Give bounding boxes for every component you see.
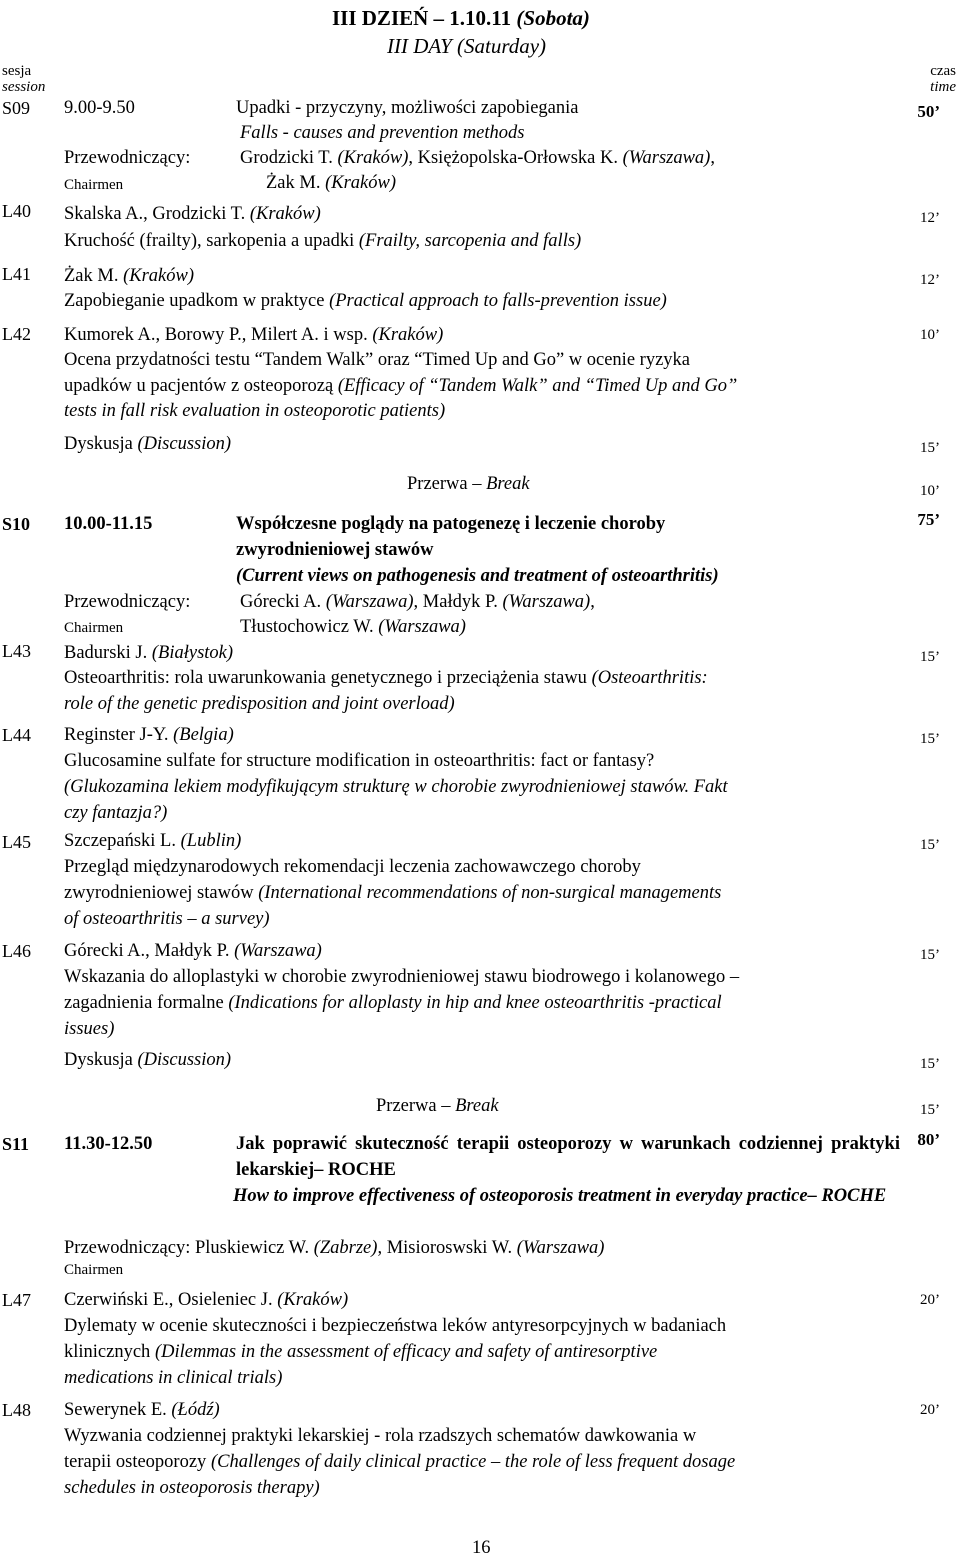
lecture-title-line: Dylematy w ocenie skuteczności i bezpieczeństwa leków antyresorpcyjnych w badaniach <box>64 1316 727 1336</box>
title-en: (Practical approach to falls-prevention issue) <box>329 291 667 311</box>
break-time: 10’ <box>920 483 940 499</box>
session-duration: 50’ <box>917 102 940 121</box>
lecture-title-line <box>64 373 737 399</box>
session-code: S09 <box>2 98 31 118</box>
title-pl: terapii osteoporozy <box>64 1452 211 1472</box>
lecture-authors <box>64 828 241 854</box>
break <box>376 1093 499 1119</box>
header-czas: czas <box>930 63 956 79</box>
lecture-title-line: Wskazania do alloplastyki w chorobie zwyrodnieniowej stawu biodrowego i kolanowego – <box>64 967 740 987</box>
lecture-authors <box>64 1397 220 1423</box>
session-title: Jak poprawić skuteczność terapii osteoporozy w warunkach codziennej praktyki lekarskiej– ROCHE <box>236 1134 900 1180</box>
chair-city: (Warszawa) <box>378 617 466 637</box>
authors: Sewerynek E. <box>64 1400 172 1420</box>
session-duration: 75’ <box>917 510 940 529</box>
chair-sep: , <box>710 148 715 168</box>
discussion <box>64 431 231 457</box>
chair-name: Tłustochowicz W. <box>240 617 379 637</box>
lecture-time: 12’ <box>920 210 940 226</box>
city: (Białystok) <box>151 643 234 663</box>
lecture-title-line <box>64 880 721 906</box>
title-en: (International recommendations of non-surgical managements <box>258 883 722 903</box>
lecture-authors <box>64 1287 348 1313</box>
header-time: time <box>930 79 956 95</box>
lecture-title-line: (Glukozamina lekiem modyfikującym strukturę w chorobie zwyrodnieniowej stawów. Fakt <box>64 777 728 797</box>
lecture-time: 20’ <box>920 1292 940 1308</box>
chair-city: (Warszawa) <box>502 592 591 612</box>
lecture-time: 20’ <box>920 1402 940 1418</box>
page-number: 16 <box>472 1538 491 1558</box>
break-pl: Przerwa – <box>407 474 487 494</box>
title-en: (Frailty, sarcopenia and falls) <box>358 231 582 251</box>
chair-line <box>64 1235 604 1261</box>
day-title <box>332 5 590 31</box>
title-en: (Efficacy of “Tandem Walk” and “Timed Up and Go” <box>337 376 738 396</box>
title-pl: zwyrodnieniowej stawów <box>64 883 259 903</box>
authors: Szczepański L. <box>64 831 181 851</box>
lecture-authors <box>64 722 234 748</box>
authors: Badurski J. <box>64 643 152 663</box>
discussion-time: 15’ <box>920 1056 940 1072</box>
lecture-title-line: Wyzwania codziennej praktyki lekarskiej - rola rzadszych schematów dawkowania w <box>64 1426 697 1446</box>
session-title-en: How to improve effectiveness of osteoporosis treatment in everyday practice– ROCHE <box>233 1186 887 1206</box>
title-en: (Indications for alloplasty in hip and knee osteoarthritis -practical <box>228 993 722 1013</box>
chair-names <box>240 614 466 640</box>
break <box>407 471 530 497</box>
lecture-title-line: czy fantazja?) <box>64 803 168 823</box>
lecture-title <box>64 228 581 254</box>
authors: Górecki A., Małdyk P. <box>64 941 235 961</box>
session-hours: 10.00-11.15 <box>64 514 153 534</box>
authors: Czerwiński E., Osieleniec J. <box>64 1290 278 1310</box>
lecture-time: 12’ <box>920 272 940 288</box>
lecture-authors <box>64 322 443 348</box>
lecture-time: 15’ <box>920 947 940 963</box>
day-subtitle: III DAY (Saturday) <box>387 34 547 58</box>
lecture-title-line: Ocena przydatności testu “Tandem Walk” oraz “Timed Up and Go” w ocenie ryzyka <box>64 350 690 370</box>
title-pl: zagadnienia formalne <box>64 993 229 1013</box>
lecture-title-line <box>64 990 722 1016</box>
city: (Belgia) <box>173 725 234 745</box>
city: (Kraków) <box>123 266 195 286</box>
lecture-title-line <box>64 1449 735 1475</box>
chair-names <box>240 589 595 615</box>
chair-label: Przewodniczący: <box>64 1238 195 1258</box>
discussion-pl: Dyskusja <box>64 1050 138 1070</box>
city: (Kraków) <box>372 325 444 345</box>
lecture-code: L47 <box>2 1290 31 1310</box>
title-pl: Kruchość (frailty), sarkopenia a upadki <box>64 231 359 251</box>
lecture-code: L46 <box>2 941 31 961</box>
city: (Lublin) <box>180 831 242 851</box>
session-title: zwyrodnieniowej stawów <box>236 540 434 560</box>
day-title-text: III DZIEŃ – 1.10.11 <box>332 6 517 30</box>
discussion <box>64 1047 231 1073</box>
title-pl: upadków u pacjentów z osteoporozą <box>64 376 338 396</box>
lecture-time: 15’ <box>920 649 940 665</box>
discussion-time: 15’ <box>920 440 940 456</box>
chair-sep: , <box>590 592 595 612</box>
lecture-code: L43 <box>2 641 31 661</box>
chair-names <box>240 145 715 171</box>
lecture-title-line: of osteoarthritis – a survey) <box>64 909 270 929</box>
session-title-en: Falls - causes and prevention methods <box>240 123 525 143</box>
lecture-title-line: medications in clinical trials) <box>64 1368 283 1388</box>
city: (Łódź) <box>171 1400 220 1420</box>
authors: Reginster J-Y. <box>64 725 174 745</box>
session-duration: 80’ <box>917 1130 940 1149</box>
lecture-title-line: Przegląd międzynarodowych rekomendacji leczenia zachowawczego choroby <box>64 857 641 877</box>
lecture-title <box>64 288 667 314</box>
title-pl: Zapobieganie upadkom w praktyce <box>64 291 330 311</box>
lecture-code: L48 <box>2 1400 31 1420</box>
discussion-en: (Discussion) <box>137 1050 232 1070</box>
lecture-title-line <box>64 665 708 691</box>
break-en: Break <box>486 474 530 494</box>
chair-city: (Warszawa) <box>325 592 414 612</box>
lecture-title-line: issues) <box>64 1019 115 1039</box>
break-pl: Przerwa – <box>376 1096 456 1116</box>
chair-name: Żak M. <box>266 173 326 193</box>
authors: Żak M. <box>64 266 124 286</box>
discussion-en: (Discussion) <box>137 434 232 454</box>
discussion-pl: Dyskusja <box>64 434 138 454</box>
title-pl: Osteoarthritis: rola uwarunkowania genetycznego i przeciążenia stawu <box>64 668 592 688</box>
chair-name: , Misioroswski W. <box>377 1238 517 1258</box>
city: (Kraków) <box>249 204 321 224</box>
authors: Kumorek A., Borowy P., Milert A. i wsp. <box>64 325 373 345</box>
chair-name: Pluskiewicz W. <box>194 1238 314 1258</box>
lecture-title-line: Glucosamine sulfate for structure modification in osteoarthritis: fact or fantasy? <box>64 751 655 771</box>
lecture-code: L40 <box>2 201 31 221</box>
session-title-en: (Current views on pathogenesis and treatment of osteoarthritis) <box>236 566 719 586</box>
chair-name: , Małdyk P. <box>413 592 503 612</box>
lecture-code: L45 <box>2 832 31 852</box>
session-code: S11 <box>2 1134 30 1154</box>
lecture-authors <box>64 201 321 227</box>
session-hours: 9.00-9.50 <box>64 98 135 118</box>
lecture-time: 15’ <box>920 731 940 747</box>
session-code: S10 <box>2 514 31 534</box>
chair-label-en: Chairmen <box>64 177 124 193</box>
lecture-time: 15’ <box>920 837 940 853</box>
title-en: (Dilemmas in the assessment of efficacy and safety of antiresorptive <box>154 1342 658 1362</box>
chair-names <box>266 170 396 196</box>
chair-label-en: Chairmen <box>64 1262 124 1278</box>
city: (Warszawa) <box>234 941 322 961</box>
chair-city: (Warszawa) <box>622 148 711 168</box>
lecture-authors <box>64 938 322 964</box>
lecture-title-line <box>64 1339 657 1365</box>
lecture-code: L41 <box>2 264 31 284</box>
header-sesja: sesja <box>2 63 32 79</box>
chair-city: (Warszawa) <box>516 1238 605 1258</box>
lecture-code: L44 <box>2 725 31 745</box>
chair-label: Przewodniczący: <box>64 148 191 168</box>
title-pl: klinicznych <box>64 1342 155 1362</box>
lecture-title-line: role of the genetic predisposition and joint overload) <box>64 694 455 714</box>
chair-label-en: Chairmen <box>64 620 124 636</box>
city: (Kraków) <box>277 1290 349 1310</box>
day-title-weekday: (Sobota) <box>516 6 590 30</box>
session-hours: 11.30-12.50 <box>64 1134 153 1154</box>
lecture-time: 10’ <box>920 327 940 343</box>
lecture-title-line: tests in fall risk evaluation in osteoporotic patients) <box>64 401 446 421</box>
title-en: (Osteoarthritis: <box>591 668 708 688</box>
authors: Skalska A., Grodzicki T. <box>64 204 250 224</box>
session-title: Współczesne poglądy na patogenezę i leczenie choroby <box>236 514 666 534</box>
lecture-authors <box>64 640 233 666</box>
lecture-authors <box>64 263 194 289</box>
chair-name: , Księżopolska-Orłowska K. <box>408 148 623 168</box>
chair-city: (Zabrze) <box>313 1238 378 1258</box>
chair-name: Grodzicki T. <box>240 148 338 168</box>
lecture-code: L42 <box>2 324 31 344</box>
break-time: 15’ <box>920 1102 940 1118</box>
session-title: Upadki - przyczyny, możliwości zapobiegania <box>236 98 579 118</box>
lecture-title-line: schedules in osteoporosis therapy) <box>64 1478 320 1498</box>
title-en: (Challenges of daily clinical practice – the role of less frequent dosage <box>210 1452 736 1472</box>
break-en: Break <box>455 1096 499 1116</box>
chair-name: Górecki A. <box>240 592 326 612</box>
chair-city: (Kraków) <box>325 173 397 193</box>
header-session: session <box>2 79 46 95</box>
chair-city: (Kraków) <box>337 148 409 168</box>
chair-label: Przewodniczący: <box>64 592 191 612</box>
